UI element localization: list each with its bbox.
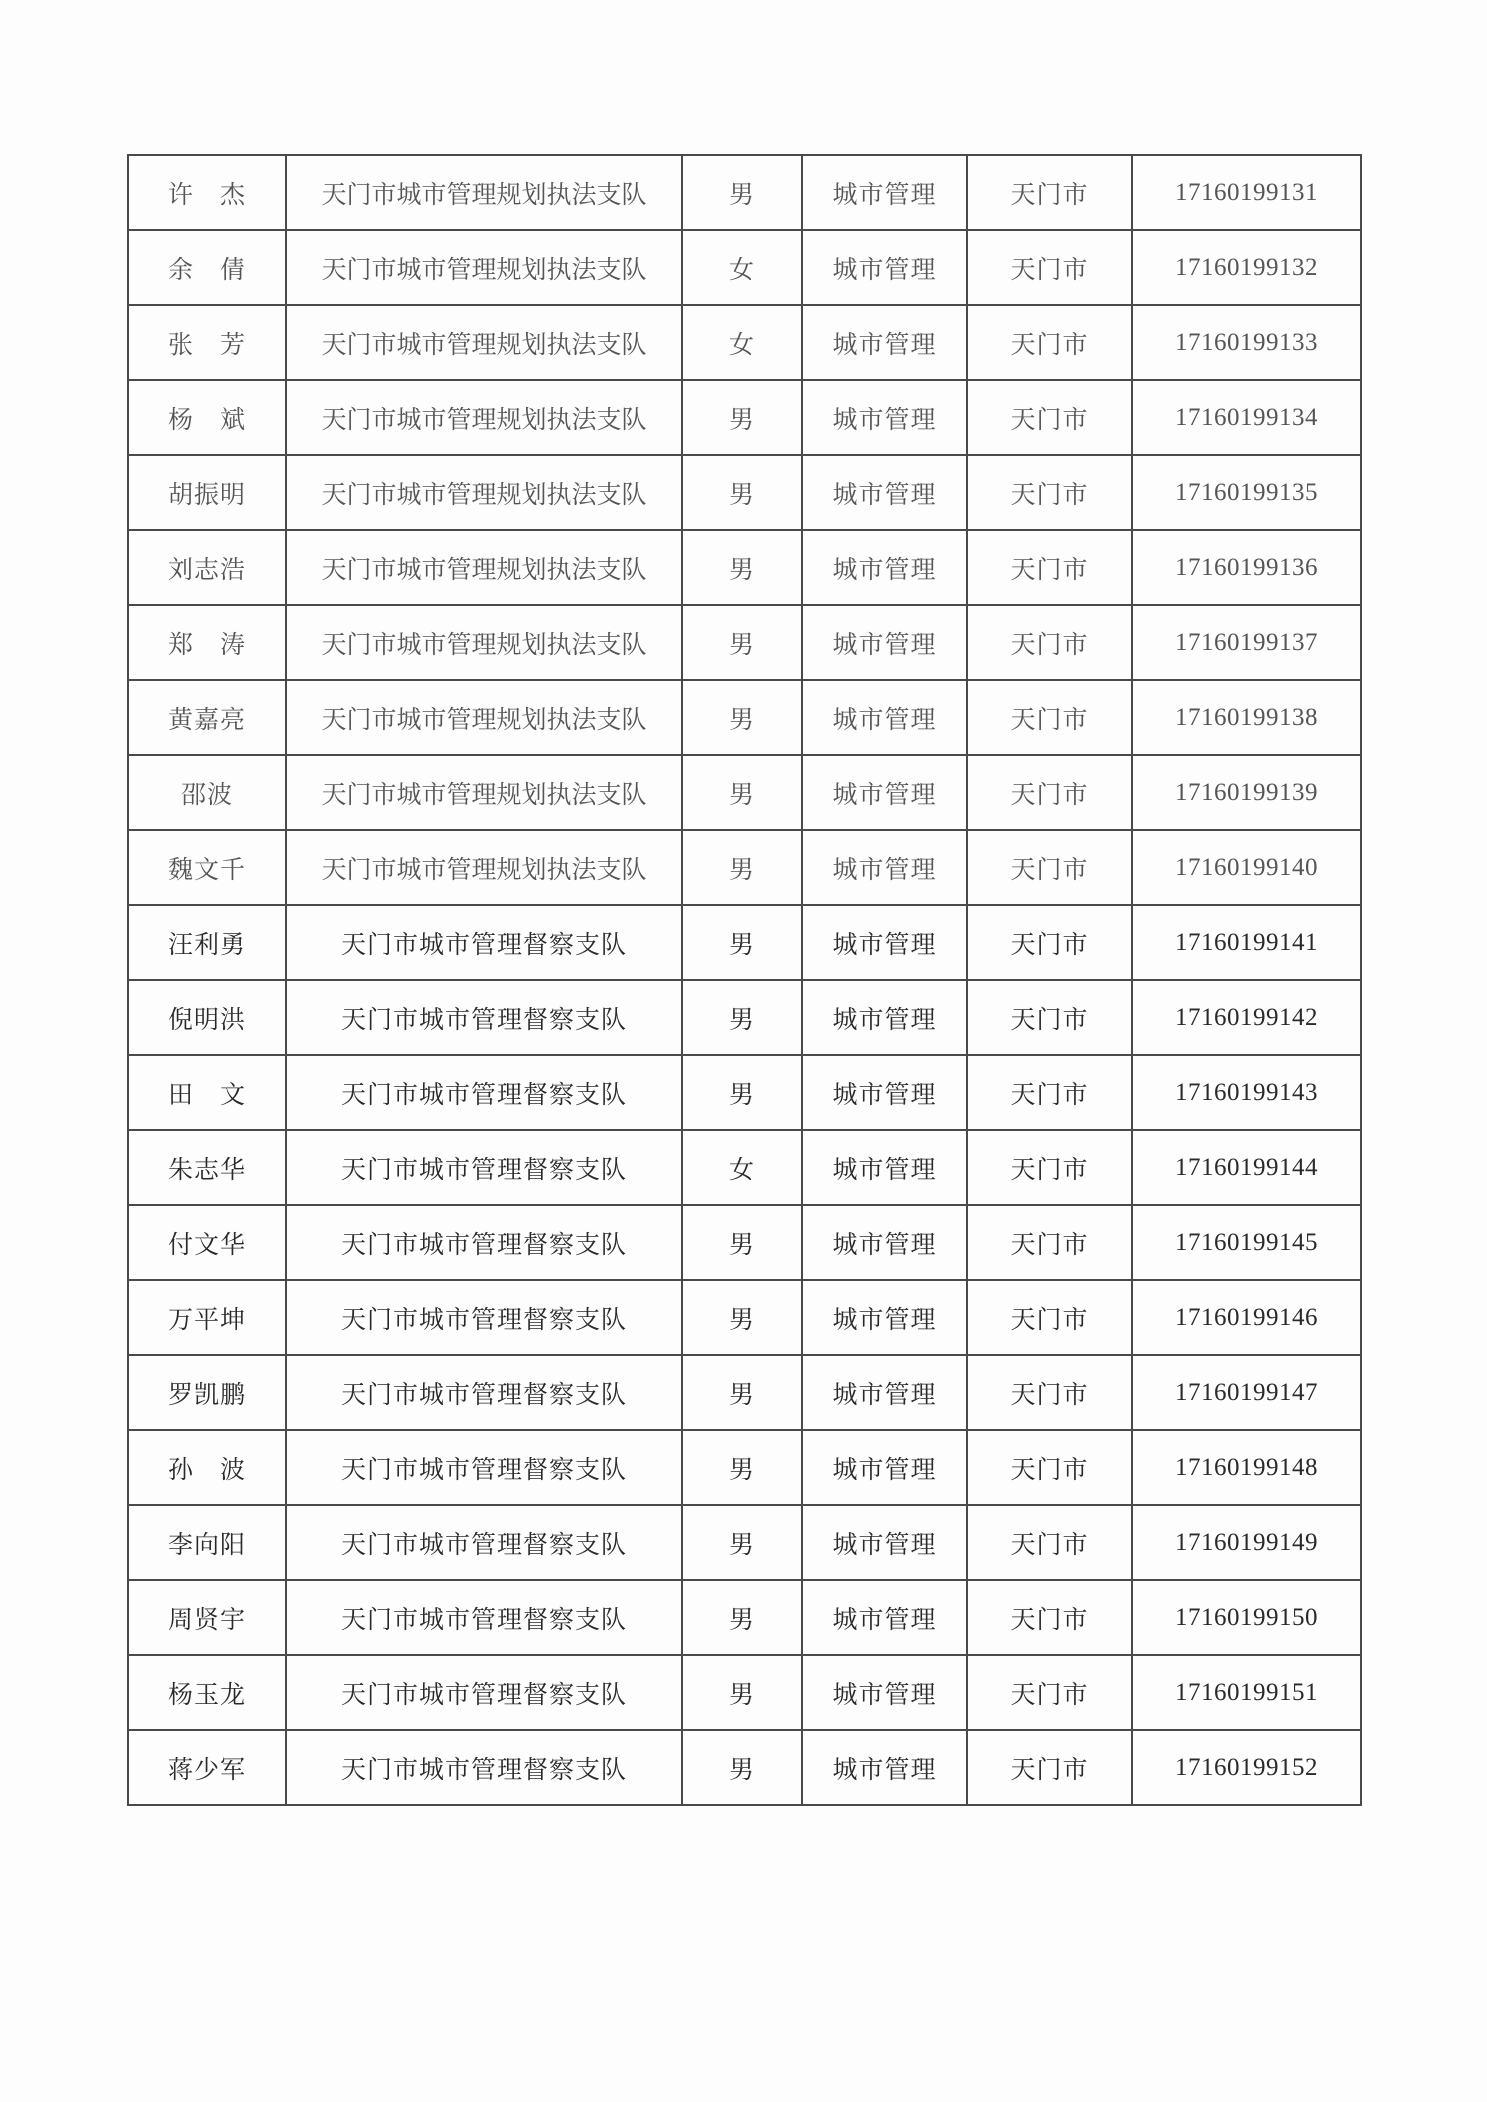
field-cell: 城市管理 [802, 305, 967, 380]
table-row [128, 1130, 1361, 1205]
unit-cell: 天门市城市管理规划执法支队 [286, 605, 682, 680]
roster-table-body [128, 155, 1361, 1805]
gender-cell: 女 [682, 230, 802, 305]
table-row [128, 305, 1361, 380]
table-row [128, 155, 1361, 230]
unit-cell: 天门市城市管理督察支队 [286, 1130, 682, 1205]
unit-cell: 天门市城市管理督察支队 [286, 905, 682, 980]
name-cell: 田 文 [128, 1055, 286, 1130]
name-cell: 魏文千 [128, 830, 286, 905]
roster-table [127, 154, 1362, 1806]
name-cell: 郑 涛 [128, 605, 286, 680]
unit-cell: 天门市城市管理规划执法支队 [286, 680, 682, 755]
name-cell: 许 杰 [128, 155, 286, 230]
city-cell: 天门市 [967, 755, 1132, 830]
unit-cell: 天门市城市管理规划执法支队 [286, 155, 682, 230]
name-cell: 朱志华 [128, 1130, 286, 1205]
gender-cell: 男 [682, 680, 802, 755]
table-row [128, 455, 1361, 530]
unit-cell: 天门市城市管理规划执法支队 [286, 230, 682, 305]
id-number-cell: 17160199152 [1132, 1730, 1361, 1805]
field-cell: 城市管理 [802, 980, 967, 1055]
table-row [128, 905, 1361, 980]
unit-cell: 天门市城市管理督察支队 [286, 1730, 682, 1805]
id-number-cell: 17160199139 [1132, 755, 1361, 830]
table-row [128, 830, 1361, 905]
table-row [128, 1280, 1361, 1355]
city-cell: 天门市 [967, 530, 1132, 605]
city-cell: 天门市 [967, 155, 1132, 230]
id-number-cell: 17160199142 [1132, 980, 1361, 1055]
table-row [128, 530, 1361, 605]
gender-cell: 男 [682, 980, 802, 1055]
id-number-cell: 17160199143 [1132, 1055, 1361, 1130]
id-number-cell: 17160199149 [1132, 1505, 1361, 1580]
unit-cell: 天门市城市管理督察支队 [286, 1280, 682, 1355]
field-cell: 城市管理 [802, 905, 967, 980]
table-row [128, 1430, 1361, 1505]
gender-cell: 男 [682, 755, 802, 830]
table-row [128, 680, 1361, 755]
city-cell: 天门市 [967, 1580, 1132, 1655]
city-cell: 天门市 [967, 1130, 1132, 1205]
name-cell: 倪明洪 [128, 980, 286, 1055]
city-cell: 天门市 [967, 455, 1132, 530]
gender-cell: 女 [682, 1130, 802, 1205]
name-cell: 刘志浩 [128, 530, 286, 605]
id-number-cell: 17160199146 [1132, 1280, 1361, 1355]
field-cell: 城市管理 [802, 1580, 967, 1655]
city-cell: 天门市 [967, 1355, 1132, 1430]
gender-cell: 男 [682, 830, 802, 905]
id-number-cell: 17160199138 [1132, 680, 1361, 755]
id-number-cell: 17160199140 [1132, 830, 1361, 905]
table-row [128, 980, 1361, 1055]
unit-cell: 天门市城市管理督察支队 [286, 1355, 682, 1430]
table-row [128, 755, 1361, 830]
field-cell: 城市管理 [802, 1055, 967, 1130]
id-number-cell: 17160199150 [1132, 1580, 1361, 1655]
id-number-cell: 17160199133 [1132, 305, 1361, 380]
unit-cell: 天门市城市管理规划执法支队 [286, 305, 682, 380]
id-number-cell: 17160199132 [1132, 230, 1361, 305]
table-row [128, 1205, 1361, 1280]
field-cell: 城市管理 [802, 1730, 967, 1805]
unit-cell: 天门市城市管理督察支队 [286, 1655, 682, 1730]
field-cell: 城市管理 [802, 455, 967, 530]
gender-cell: 男 [682, 1355, 802, 1430]
field-cell: 城市管理 [802, 530, 967, 605]
unit-cell: 天门市城市管理督察支队 [286, 980, 682, 1055]
city-cell: 天门市 [967, 980, 1132, 1055]
city-cell: 天门市 [967, 230, 1132, 305]
field-cell: 城市管理 [802, 155, 967, 230]
id-number-cell: 17160199141 [1132, 905, 1361, 980]
id-number-cell: 17160199131 [1132, 155, 1361, 230]
unit-cell: 天门市城市管理督察支队 [286, 1055, 682, 1130]
city-cell: 天门市 [967, 1205, 1132, 1280]
city-cell: 天门市 [967, 1655, 1132, 1730]
field-cell: 城市管理 [802, 680, 967, 755]
name-cell: 黄嘉亮 [128, 680, 286, 755]
table-row [128, 380, 1361, 455]
field-cell: 城市管理 [802, 1355, 967, 1430]
city-cell: 天门市 [967, 605, 1132, 680]
field-cell: 城市管理 [802, 605, 967, 680]
field-cell: 城市管理 [802, 1505, 967, 1580]
city-cell: 天门市 [967, 305, 1132, 380]
field-cell: 城市管理 [802, 1430, 967, 1505]
unit-cell: 天门市城市管理规划执法支队 [286, 830, 682, 905]
gender-cell: 男 [682, 380, 802, 455]
city-cell: 天门市 [967, 1280, 1132, 1355]
unit-cell: 天门市城市管理督察支队 [286, 1505, 682, 1580]
gender-cell: 男 [682, 605, 802, 680]
table-row [128, 1055, 1361, 1130]
name-cell: 邵波 [128, 755, 286, 830]
id-number-cell: 17160199136 [1132, 530, 1361, 605]
table-row [128, 230, 1361, 305]
field-cell: 城市管理 [802, 230, 967, 305]
name-cell: 付文华 [128, 1205, 286, 1280]
gender-cell: 男 [682, 1205, 802, 1280]
name-cell: 周贤宇 [128, 1580, 286, 1655]
id-number-cell: 17160199134 [1132, 380, 1361, 455]
id-number-cell: 17160199145 [1132, 1205, 1361, 1280]
name-cell: 李向阳 [128, 1505, 286, 1580]
unit-cell: 天门市城市管理规划执法支队 [286, 380, 682, 455]
gender-cell: 男 [682, 530, 802, 605]
unit-cell: 天门市城市管理督察支队 [286, 1205, 682, 1280]
field-cell: 城市管理 [802, 1205, 967, 1280]
name-cell: 胡振明 [128, 455, 286, 530]
id-number-cell: 17160199135 [1132, 455, 1361, 530]
id-number-cell: 17160199148 [1132, 1430, 1361, 1505]
name-cell: 张 芳 [128, 305, 286, 380]
gender-cell: 女 [682, 305, 802, 380]
id-number-cell: 17160199147 [1132, 1355, 1361, 1430]
field-cell: 城市管理 [802, 830, 967, 905]
id-number-cell: 17160199137 [1132, 605, 1361, 680]
table-row [128, 1505, 1361, 1580]
field-cell: 城市管理 [802, 1280, 967, 1355]
gender-cell: 男 [682, 155, 802, 230]
city-cell: 天门市 [967, 1505, 1132, 1580]
city-cell: 天门市 [967, 1730, 1132, 1805]
gender-cell: 男 [682, 1580, 802, 1655]
city-cell: 天门市 [967, 1055, 1132, 1130]
id-number-cell: 17160199144 [1132, 1130, 1361, 1205]
gender-cell: 男 [682, 455, 802, 530]
name-cell: 汪利勇 [128, 905, 286, 980]
table-row [128, 605, 1361, 680]
table-row [128, 1730, 1361, 1805]
name-cell: 孙 波 [128, 1430, 286, 1505]
name-cell: 罗凯鹏 [128, 1355, 286, 1430]
gender-cell: 男 [682, 1505, 802, 1580]
gender-cell: 男 [682, 905, 802, 980]
name-cell: 蒋少军 [128, 1730, 286, 1805]
field-cell: 城市管理 [802, 380, 967, 455]
gender-cell: 男 [682, 1430, 802, 1505]
name-cell: 余 倩 [128, 230, 286, 305]
table-row [128, 1580, 1361, 1655]
gender-cell: 男 [682, 1655, 802, 1730]
gender-cell: 男 [682, 1055, 802, 1130]
unit-cell: 天门市城市管理规划执法支队 [286, 530, 682, 605]
name-cell: 万平坤 [128, 1280, 286, 1355]
table-row [128, 1655, 1361, 1730]
gender-cell: 男 [682, 1730, 802, 1805]
city-cell: 天门市 [967, 1430, 1132, 1505]
gender-cell: 男 [682, 1280, 802, 1355]
unit-cell: 天门市城市管理规划执法支队 [286, 455, 682, 530]
name-cell: 杨玉龙 [128, 1655, 286, 1730]
unit-cell: 天门市城市管理督察支队 [286, 1430, 682, 1505]
unit-cell: 天门市城市管理督察支队 [286, 1580, 682, 1655]
city-cell: 天门市 [967, 830, 1132, 905]
city-cell: 天门市 [967, 680, 1132, 755]
city-cell: 天门市 [967, 905, 1132, 980]
table-row [128, 1355, 1361, 1430]
id-number-cell: 17160199151 [1132, 1655, 1361, 1730]
field-cell: 城市管理 [802, 1655, 967, 1730]
field-cell: 城市管理 [802, 755, 967, 830]
field-cell: 城市管理 [802, 1130, 967, 1205]
city-cell: 天门市 [967, 380, 1132, 455]
name-cell: 杨 斌 [128, 380, 286, 455]
unit-cell: 天门市城市管理规划执法支队 [286, 755, 682, 830]
